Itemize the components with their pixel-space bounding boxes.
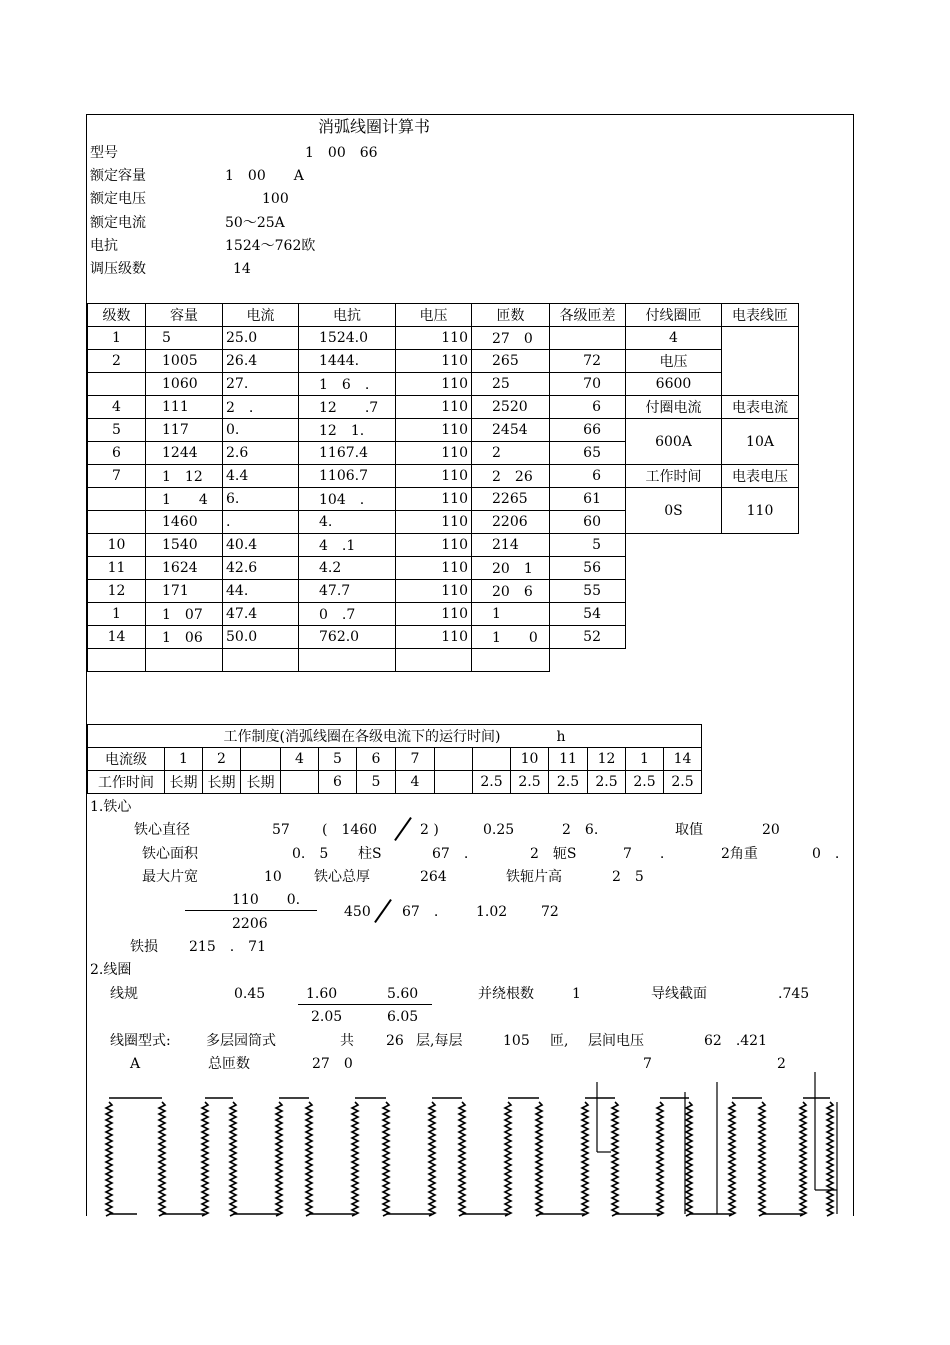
- calc-text: 72: [541, 904, 559, 920]
- table-cell: 5: [88, 419, 146, 442]
- spec-value: 1524～762欧: [225, 238, 316, 254]
- calc-text: 1: [572, 986, 581, 1002]
- duty-cell: 长期: [165, 771, 203, 794]
- calc-text: 线规: [110, 986, 138, 1002]
- table-cell: 2: [472, 442, 550, 465]
- calc-text: 0 .: [812, 846, 840, 862]
- calc-text: 26: [386, 1033, 404, 1049]
- duty-cell: [241, 748, 281, 771]
- col-header: 各级匝差: [550, 304, 626, 327]
- table-cell: 12 1.: [299, 419, 396, 442]
- duty-table: [87, 724, 702, 794]
- table-cell: 7: [88, 465, 146, 488]
- calc-text: 2 轭S: [530, 846, 577, 862]
- table-cell: 1 12: [146, 465, 223, 488]
- calc-text: 57: [272, 822, 290, 838]
- table-cell: 110: [396, 603, 472, 626]
- calc-text: 多层园筒式: [206, 1033, 276, 1049]
- table-row: [88, 465, 799, 488]
- table-row: [88, 649, 799, 672]
- blank-cell: [626, 534, 722, 557]
- duty-cell: 7: [396, 748, 435, 771]
- table-cell: 25.0: [223, 327, 299, 350]
- table-cell: [88, 649, 146, 672]
- calc-text: 2: [777, 1056, 786, 1072]
- table-cell: 110: [396, 350, 472, 373]
- table-cell: 111: [146, 396, 223, 419]
- page-title: 消弧线圈计算书: [318, 117, 431, 136]
- winding-coil: [459, 1102, 465, 1216]
- blank-cell: [626, 603, 722, 626]
- table-cell: 12: [88, 580, 146, 603]
- calc-text: 层间电压: [588, 1033, 644, 1049]
- calc-text: 铁轭片高: [506, 869, 562, 885]
- winding-coil: [159, 1102, 165, 1216]
- winding-coil: [106, 1102, 112, 1216]
- blank-cell: [722, 626, 799, 649]
- side-cell: 10A: [722, 419, 799, 465]
- spec-label: 型号: [90, 145, 118, 161]
- side-cell: 600A: [626, 419, 722, 465]
- table-cell: 110: [396, 442, 472, 465]
- table-cell: [550, 327, 626, 350]
- calc-text: 5.60: [387, 986, 419, 1002]
- calc-text: 1.02: [476, 904, 508, 920]
- table-cell: 4.4: [223, 465, 299, 488]
- winding-coil: [505, 1102, 511, 1216]
- table-cell: 1060: [146, 373, 223, 396]
- side-cell: 工作时间: [626, 465, 722, 488]
- table-cell: 2454: [472, 419, 550, 442]
- table-cell: 110: [396, 419, 472, 442]
- blank-cell: [550, 649, 626, 672]
- table-cell: 1: [472, 603, 550, 626]
- calc-text: 铁心总厚: [314, 869, 370, 885]
- winding-coil: [582, 1102, 588, 1216]
- table-cell: 44.: [223, 580, 299, 603]
- winding-coil: [383, 1102, 389, 1216]
- table-cell: 65: [550, 442, 626, 465]
- table-cell: 60: [550, 511, 626, 534]
- calc-text: 20: [762, 822, 780, 838]
- table-cell: 47.7: [299, 580, 396, 603]
- table-cell: 1524.0: [299, 327, 396, 350]
- side-cell: 0S: [626, 488, 722, 534]
- table-cell: 2 .: [223, 396, 299, 419]
- calc-text: 0.25: [483, 822, 515, 838]
- winding-coil: [612, 1102, 618, 1216]
- table-cell: 20 6: [472, 580, 550, 603]
- table-cell: 27 0: [472, 327, 550, 350]
- duty-cell: 5: [357, 771, 396, 794]
- table-cell: 1 07: [146, 603, 223, 626]
- table-cell: 110: [396, 626, 472, 649]
- table-cell: 1005: [146, 350, 223, 373]
- calc-text: 264: [420, 869, 447, 885]
- winding-coil: [352, 1102, 358, 1216]
- table-cell: 42.6: [223, 557, 299, 580]
- duty-cell: 2: [203, 748, 241, 771]
- table-cell: 61: [550, 488, 626, 511]
- fraction-bar: [185, 910, 317, 911]
- table-cell: 4.2: [299, 557, 396, 580]
- table-cell: 72: [550, 350, 626, 373]
- spec-label: 额定电压: [90, 191, 146, 207]
- table-cell: 1444.: [299, 350, 396, 373]
- table-cell: 40.4: [223, 534, 299, 557]
- duty-cell: 2.5: [588, 771, 626, 794]
- winding-coil: [230, 1102, 236, 1216]
- table-row: [88, 488, 799, 511]
- spec-value: 1 00 66: [305, 145, 378, 161]
- col-header: 电压: [396, 304, 472, 327]
- duty-cell: 4: [281, 748, 319, 771]
- blank-cell: [626, 557, 722, 580]
- duty-cell: 长期: [203, 771, 241, 794]
- side-cell: 电压: [626, 350, 722, 373]
- table-cell: 47.4: [223, 603, 299, 626]
- fraction-bar: [298, 1004, 432, 1005]
- table-cell: 70: [550, 373, 626, 396]
- blank-cell: [722, 580, 799, 603]
- calc-text: 215 . 71: [189, 939, 266, 955]
- table-cell: 2206: [472, 511, 550, 534]
- table-cell: 6: [88, 442, 146, 465]
- duty-cell: 长期: [241, 771, 281, 794]
- calc-text: 取值: [675, 822, 703, 838]
- table-cell: 171: [146, 580, 223, 603]
- duty-cell: 10: [511, 748, 549, 771]
- table-row: [88, 350, 799, 373]
- duty-row-label: 电流级: [88, 748, 165, 771]
- table-row: [88, 626, 799, 649]
- section-heading: 2.线圈: [90, 962, 132, 978]
- table-cell: 110: [396, 396, 472, 419]
- division-slash: [394, 817, 412, 841]
- winding-coil: [657, 1102, 663, 1216]
- duty-cell: 6: [319, 771, 357, 794]
- side-cell: 电表电流: [722, 396, 799, 419]
- calc-text: 线圈型式:: [110, 1033, 171, 1049]
- winding-coil: [800, 1102, 806, 1216]
- spec-label: 额定容量: [90, 168, 146, 184]
- calc-text: 导线截面: [651, 986, 707, 1002]
- division-slash: [374, 899, 392, 923]
- fraction-denominator: 2206: [232, 916, 268, 932]
- coil-winding-diagram: [87, 1072, 853, 1218]
- table-cell: 1624: [146, 557, 223, 580]
- table-cell: [88, 511, 146, 534]
- table-cell: 4: [88, 396, 146, 419]
- table-cell: [396, 649, 472, 672]
- table-cell: 27.: [223, 373, 299, 396]
- blank-cell: [626, 649, 722, 672]
- table-cell: [299, 649, 396, 672]
- table-cell: 56: [550, 557, 626, 580]
- winding-coil: [276, 1102, 282, 1216]
- duty-cell: 5: [319, 748, 357, 771]
- winding-coil: [306, 1102, 312, 1216]
- table-cell: 6: [550, 396, 626, 419]
- table-cell: 4 .1: [299, 534, 396, 557]
- winding-coil: [429, 1102, 435, 1216]
- calc-text: 67 .: [402, 904, 439, 920]
- duty-cell: 11: [549, 748, 588, 771]
- table-cell: 214: [472, 534, 550, 557]
- table-cell: 25: [472, 373, 550, 396]
- calc-text: 67 .: [432, 846, 469, 862]
- table-cell: 1 4: [146, 488, 223, 511]
- calc-text: 0. 5: [292, 846, 329, 862]
- calc-text: 2 ): [420, 822, 439, 838]
- frame-right-border: [853, 114, 854, 1216]
- side-cell: 6600: [626, 373, 722, 396]
- table-cell: 0.: [223, 419, 299, 442]
- duty-caption: 工作制度(消弧线圈在各级电流下的运行时间) h: [88, 725, 702, 748]
- duty-row-label: 工作时间: [88, 771, 165, 794]
- calc-text: 2 6.: [562, 822, 599, 838]
- col-header: 付线圈匝: [626, 304, 722, 327]
- winding-coil: [202, 1102, 208, 1216]
- table-cell: 110: [396, 534, 472, 557]
- table-cell: 110: [396, 557, 472, 580]
- calc-text: 105: [503, 1033, 530, 1049]
- table-cell: 50.0: [223, 626, 299, 649]
- table-cell: [88, 373, 146, 396]
- table-cell: 110: [396, 511, 472, 534]
- table-cell: [472, 649, 550, 672]
- table-cell: 10: [88, 534, 146, 557]
- table-cell: 110: [396, 327, 472, 350]
- fraction-numerator: 110 0.: [232, 892, 301, 908]
- table-cell: 110: [396, 580, 472, 603]
- side-cell: 110: [722, 488, 799, 534]
- duty-cell: 1: [165, 748, 203, 771]
- table-row: [88, 603, 799, 626]
- side-cell: 付圈电流: [626, 396, 722, 419]
- table-cell: 0 .7: [299, 603, 396, 626]
- calc-text: 铁心面积: [142, 846, 198, 862]
- table-cell: 1244: [146, 442, 223, 465]
- table-cell: 5: [146, 327, 223, 350]
- calc-text: 7 .: [623, 846, 665, 862]
- calc-text: 6.05: [387, 1009, 419, 1025]
- table-cell: [146, 649, 223, 672]
- table-row: [88, 373, 799, 396]
- calc-text: 27 0: [312, 1056, 353, 1072]
- calc-text: 层,每层: [416, 1033, 463, 1049]
- table-cell: 6: [550, 465, 626, 488]
- spec-label: 电抗: [90, 238, 118, 254]
- calc-text: ( 1460: [322, 822, 378, 838]
- table-cell: 14: [88, 626, 146, 649]
- duty-cell: [435, 748, 473, 771]
- side-cell: 4: [626, 327, 722, 350]
- stage-table: [87, 303, 799, 672]
- duty-cell: 2.5: [511, 771, 549, 794]
- duty-cell: 1: [626, 748, 664, 771]
- spec-value: 100: [262, 191, 289, 207]
- calc-text: 2 5: [612, 869, 644, 885]
- blank-cell: [722, 534, 799, 557]
- calc-text: 总匝数: [208, 1056, 250, 1072]
- table-cell: 52: [550, 626, 626, 649]
- blank-cell: [722, 603, 799, 626]
- winding-coil: [759, 1102, 765, 1216]
- table-cell: 1167.4: [299, 442, 396, 465]
- duty-cell: [473, 748, 511, 771]
- spec-label: 额定电流: [90, 215, 146, 231]
- table-cell: 1 6 .: [299, 373, 396, 396]
- table-cell: 1 0: [472, 626, 550, 649]
- col-header: 匝数: [472, 304, 550, 327]
- table-cell: [88, 488, 146, 511]
- table-row: [88, 534, 799, 557]
- table-row: [88, 396, 799, 419]
- duty-cell: 14: [664, 748, 702, 771]
- calc-text: 柱S: [358, 846, 382, 862]
- duty-cell: 4: [396, 771, 435, 794]
- table-cell: 54: [550, 603, 626, 626]
- spec-value: 14: [233, 261, 251, 277]
- calc-text: 2角重: [721, 846, 758, 862]
- table-cell: 20 1: [472, 557, 550, 580]
- calc-text: A: [130, 1056, 141, 1072]
- calc-text: 62 .421: [704, 1033, 767, 1049]
- spec-label: 调压级数: [90, 261, 146, 277]
- table-row: [88, 557, 799, 580]
- table-cell: 110: [396, 373, 472, 396]
- col-header: 电表线匝: [722, 304, 799, 327]
- table-cell: 110: [396, 488, 472, 511]
- col-header: 容量: [146, 304, 223, 327]
- calc-text: 最大片宽: [142, 869, 198, 885]
- duty-cell: 2.5: [664, 771, 702, 794]
- table-cell: 2.6: [223, 442, 299, 465]
- table-cell: 1540: [146, 534, 223, 557]
- blank-cell: [626, 580, 722, 603]
- calc-text: .745: [778, 986, 810, 1002]
- calc-text: 并绕根数: [478, 986, 534, 1002]
- table-cell: 2 26: [472, 465, 550, 488]
- table-cell: 1: [88, 603, 146, 626]
- blank-cell: [626, 626, 722, 649]
- winding-coil: [686, 1102, 692, 1216]
- winding-coil: [536, 1102, 542, 1216]
- calc-text: 共: [340, 1033, 354, 1049]
- duty-cell: 12: [588, 748, 626, 771]
- duty-cell: 2.5: [549, 771, 588, 794]
- winding-coil: [729, 1102, 735, 1216]
- table-cell: 1: [88, 327, 146, 350]
- table-cell: 104 .: [299, 488, 396, 511]
- blank-cell: [722, 557, 799, 580]
- table-cell: 265: [472, 350, 550, 373]
- col-header: 电抗: [299, 304, 396, 327]
- blank-cell: [722, 649, 799, 672]
- winding-coil: [827, 1102, 833, 1216]
- table-cell: 26.4: [223, 350, 299, 373]
- table-cell: 11: [88, 557, 146, 580]
- duty-cell: [435, 771, 473, 794]
- table-cell: 6.: [223, 488, 299, 511]
- calc-text: 铁心直径: [134, 822, 190, 838]
- table-cell: 4.: [299, 511, 396, 534]
- table-header-row: [88, 304, 799, 327]
- table-row: [88, 327, 799, 350]
- calc-text: 0.45: [234, 986, 266, 1002]
- table-cell: 12 .7: [299, 396, 396, 419]
- section-heading: 1.铁心: [90, 799, 132, 815]
- table-cell: 1460: [146, 511, 223, 534]
- side-cell: 电表电压: [722, 465, 799, 488]
- table-cell: 1106.7: [299, 465, 396, 488]
- calc-text: 2.05: [311, 1009, 343, 1025]
- calc-text: 匝,: [550, 1033, 569, 1049]
- table-cell: 5: [550, 534, 626, 557]
- table-cell: 762.0: [299, 626, 396, 649]
- spec-value: 1 00 A: [225, 168, 304, 184]
- calc-text: 7: [643, 1056, 652, 1072]
- calc-text: 1.60: [306, 986, 338, 1002]
- table-cell: 1 06: [146, 626, 223, 649]
- table-row: [88, 419, 799, 442]
- table-cell: 55: [550, 580, 626, 603]
- table-cell: 2520: [472, 396, 550, 419]
- calc-text: 450: [344, 904, 371, 920]
- table-cell: 110: [396, 465, 472, 488]
- duty-cell: 2.5: [626, 771, 664, 794]
- table-cell: 66: [550, 419, 626, 442]
- duty-cell: 2.5: [473, 771, 511, 794]
- table-row: [88, 580, 799, 603]
- duty-cell: 6: [357, 748, 396, 771]
- table-cell: 117: [146, 419, 223, 442]
- spec-value: 50～25A: [225, 215, 285, 231]
- table-cell: 2265: [472, 488, 550, 511]
- table-cell: 2: [88, 350, 146, 373]
- table-cell: [223, 649, 299, 672]
- table-cell: .: [223, 511, 299, 534]
- frame-top-border: [86, 114, 854, 115]
- calc-text: 10: [264, 869, 282, 885]
- calc-text: 铁损: [130, 939, 158, 955]
- side-cell: [722, 327, 799, 396]
- duty-cell: [281, 771, 319, 794]
- col-header: 级数: [88, 304, 146, 327]
- col-header: 电流: [223, 304, 299, 327]
